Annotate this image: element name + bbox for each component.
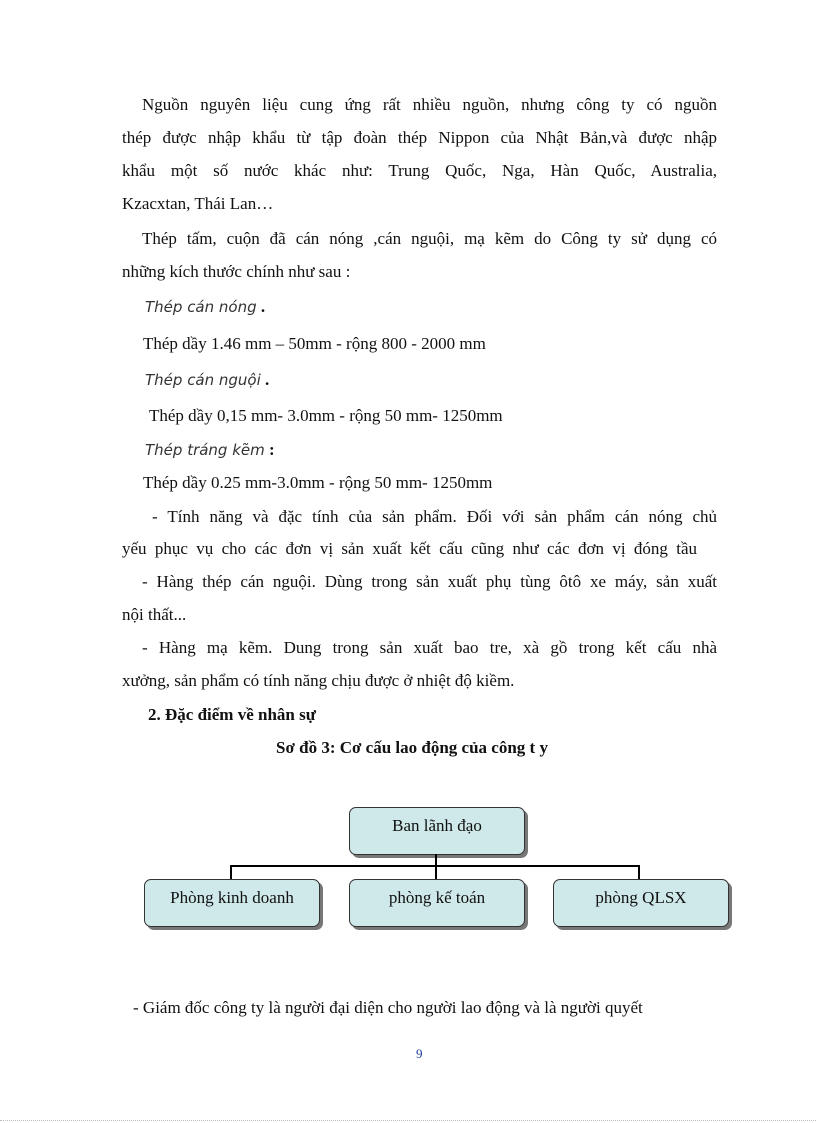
paragraph-line: - Hàng thép cán nguội. Dùng trong sản xuất phụ tùng ôtô xe máy, sản xuất — [142, 572, 717, 591]
spec-label: Thép cán nguội — [145, 371, 261, 389]
spec-punct: . — [260, 297, 266, 316]
paragraph-line: Kzacxtan, Thái Lan… — [122, 194, 274, 213]
org-node-child — [349, 879, 525, 927]
paragraph-line: Thép tấm, cuộn đã cán nóng ,cán nguội, mạ kẽm do Công ty sử dụng có — [142, 229, 717, 248]
spec-hot-heading — [145, 296, 265, 318]
org-node-label: Phòng kinh doanh — [170, 888, 294, 907]
org-node-label: Ban lãnh đạo — [392, 816, 482, 835]
paragraph-line: yếu phục vụ cho các đơn vị sản xuất kết cấu cũng như các đơn vị đóng tầu — [122, 539, 697, 558]
org-node-child — [553, 879, 729, 927]
org-node-label: phòng kế toán — [388, 888, 486, 907]
spec-punct: : — [269, 440, 275, 459]
page-footer-divider — [0, 1120, 816, 1121]
org-connector — [638, 865, 640, 879]
paragraph-line: Nguồn nguyên liệu cung ứng rất nhiều nguồn, nhưng công ty có nguồn — [142, 95, 717, 114]
paragraph-line: xưởng, sản phẩm có tính năng chịu được ở nhiệt độ kiềm. — [122, 671, 515, 690]
spec-label: Thép tráng kẽm — [145, 441, 265, 459]
org-node-root — [349, 807, 525, 855]
org-node-label: phòng QLSX — [595, 888, 687, 907]
org-connector — [435, 865, 437, 879]
paragraph-line: - Tính năng và đặc tính của sản phẩm. Đối với sản phẩm cán nóng chủ — [152, 507, 717, 526]
paragraph-line: thép được nhập khẩu từ tập đoàn thép Nippon của Nhật Bản,và được nhập — [122, 128, 717, 147]
spec-value: Thép dầy 1.46 mm – 50mm - rộng 800 - 2000 mm — [143, 334, 486, 353]
paragraph-line: - Hàng mạ kẽm. Dung trong sản xuất bao tre, xà gồ trong kết cấu nhà — [142, 638, 717, 657]
spec-punct: . — [265, 370, 270, 389]
spec-cold-heading — [145, 369, 269, 391]
spec-value: Thép dầy 0,15 mm- 3.0mm - rộng 50 mm- 1250mm — [149, 406, 503, 425]
spec-label: Thép cán nóng — [145, 298, 257, 316]
paragraph-line: nội thất... — [122, 605, 187, 624]
section-heading: 2. Đặc điểm về nhân sự — [148, 705, 316, 724]
page-number: 9 — [416, 1046, 423, 1061]
spec-zinc-heading — [145, 439, 275, 461]
paragraph-line: khẩu một số nước khác như: Trung Quốc, Nga, Hàn Quốc, Australia, — [122, 161, 717, 180]
org-node-child — [144, 879, 320, 927]
paragraph-line: - Giám đốc công ty là người đại diện cho người lao động và là người quyết — [133, 998, 643, 1017]
org-connector — [230, 865, 232, 879]
paragraph-line: những kích thước chính như sau : — [122, 262, 351, 281]
diagram-caption: Sơ đồ 3: Cơ cấu lao động của công t y — [276, 738, 548, 757]
spec-value: Thép dầy 0.25 mm-3.0mm - rộng 50 mm- 1250mm — [143, 473, 493, 492]
